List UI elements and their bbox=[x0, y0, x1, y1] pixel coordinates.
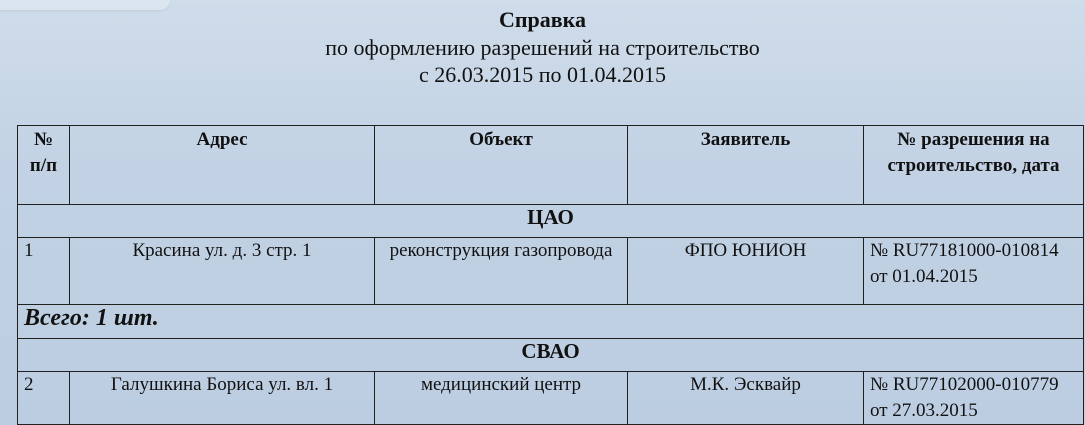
row-address: Галушкина Бориса ул. вл. 1 bbox=[70, 372, 375, 425]
document-period: с 26.03.2015 по 01.04.2015 bbox=[418, 62, 667, 87]
table-row bbox=[18, 238, 1084, 305]
total-row-cao bbox=[18, 305, 1084, 339]
table-header-row bbox=[18, 126, 1084, 205]
permit-date: от 27.03.2015 bbox=[870, 400, 978, 421]
permit-number: № RU77102000-010779 bbox=[870, 374, 1059, 395]
region-label: СВАО bbox=[18, 339, 1084, 372]
row-object: реконструкция газопровода bbox=[375, 238, 628, 305]
column-header-object: Объект bbox=[375, 126, 628, 205]
row-applicant: М.К. Эсквайр bbox=[628, 372, 864, 425]
region-row-svao bbox=[18, 339, 1084, 372]
row-num: 1 bbox=[18, 238, 70, 305]
column-header-permit: № разрешения на строительство, дата bbox=[864, 126, 1084, 205]
permit-date: от 01.04.2015 bbox=[870, 266, 978, 287]
region-label: ЦАО bbox=[18, 205, 1084, 238]
column-header-num: № п/п bbox=[18, 126, 70, 205]
document-header bbox=[0, 6, 1085, 88]
row-permit bbox=[864, 238, 1084, 305]
permit-number: № RU77181000-010814 bbox=[870, 240, 1059, 261]
row-address: Красина ул. д. 3 стр. 1 bbox=[70, 238, 375, 305]
region-row-cao bbox=[18, 205, 1084, 238]
column-header-address: Адрес bbox=[70, 126, 375, 205]
document-subtitle: по оформлению разрешений на строительство bbox=[325, 35, 760, 60]
row-num: 2 bbox=[18, 372, 70, 425]
permits-table bbox=[17, 125, 1084, 425]
row-applicant: ФПО ЮНИОН bbox=[628, 238, 864, 305]
column-header-applicant: Заявитель bbox=[628, 126, 864, 205]
row-permit bbox=[864, 372, 1084, 425]
document-title: Справка bbox=[498, 7, 587, 32]
table-row bbox=[18, 372, 1084, 425]
row-object: медицинский центр bbox=[375, 372, 628, 425]
group-total: Всего: 1 шт. bbox=[18, 305, 1084, 339]
